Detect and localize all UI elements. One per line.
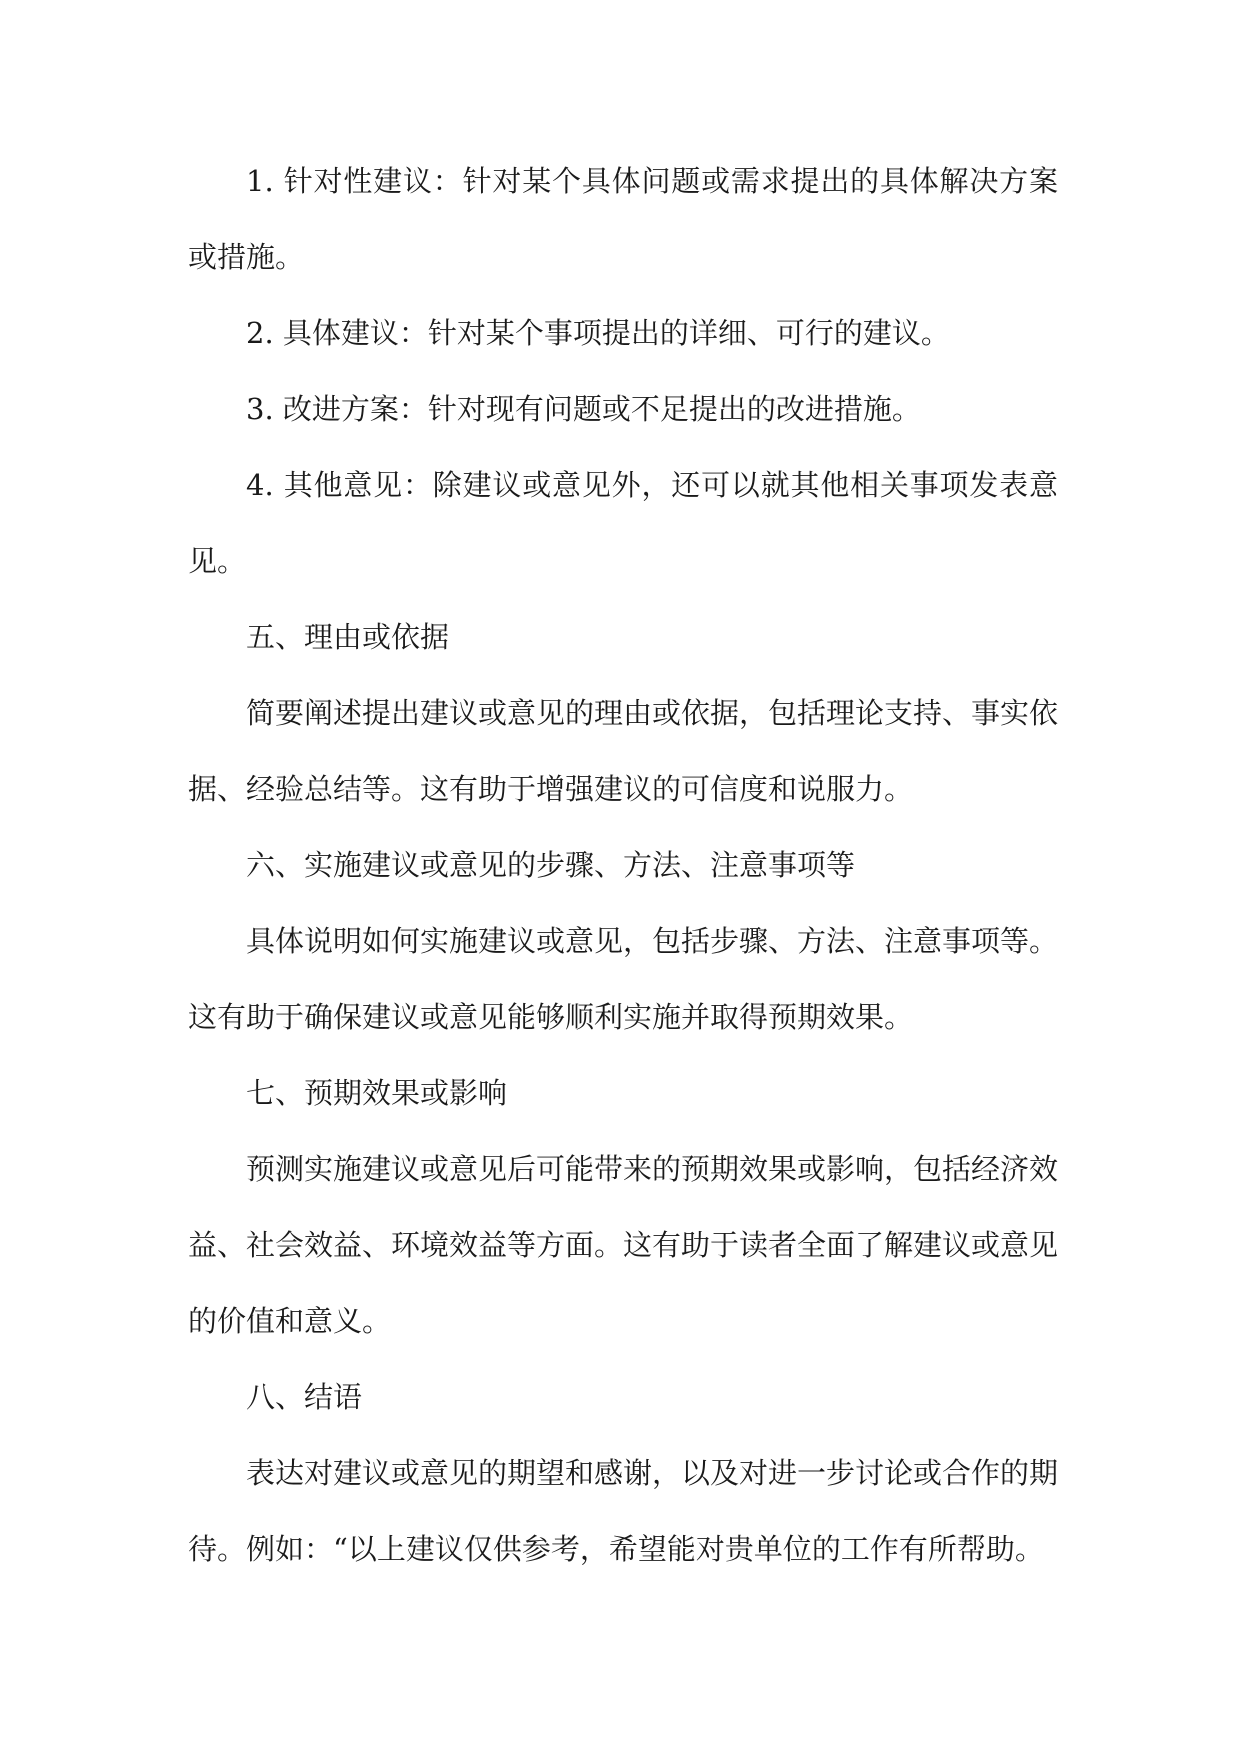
- document-body: [188, 143, 1058, 1587]
- list-item-specific-suggestion: 2. 具体建议：针对某个事项提出的详细、可行的建议。: [246, 316, 950, 350]
- list-item-targeted-suggestion: 1. 针对性建议：针对某个具体问题或需求提出的具体解决方案或措施。: [188, 164, 1058, 274]
- section-heading-conclusion: 八、结语: [246, 1380, 363, 1414]
- paragraph-reasons: 简要阐述提出建议或意见的理由或依据，包括理论支持、事实依据、经验总结等。这有助于增强建议的可信度和说服力。: [188, 696, 1059, 806]
- list-item-other-opinions: 4. 其他意见：除建议或意见外，还可以就其他相关事项发表意见。: [188, 468, 1058, 578]
- paragraph-expected-effects: 预测实施建议或意见后可能带来的预期效果或影响，包括经济效益、社会效益、环境效益等方面。这有助于读者全面了解建议或意见的价值和意义。: [188, 1152, 1059, 1338]
- paragraph-conclusion: 表达对建议或意见的期望和感谢，以及对进一步讨论或合作的期待。例如：“以上建议仅供参考，希望能对贵单位的工作有所帮助。: [188, 1456, 1059, 1566]
- list-item-improvement-plan: 3. 改进方案：针对现有问题或不足提出的改进措施。: [246, 392, 921, 426]
- section-heading-implementation: 六、实施建议或意见的步骤、方法、注意事项等: [246, 848, 856, 882]
- section-heading-expected-effects: 七、预期效果或影响: [246, 1076, 508, 1110]
- paragraph-implementation: 具体说明如何实施建议或意见，包括步骤、方法、注意事项等。这有助于确保建议或意见能够顺利实施并取得预期效果。: [188, 924, 1059, 1034]
- section-heading-reasons: 五、理由或依据: [246, 620, 450, 654]
